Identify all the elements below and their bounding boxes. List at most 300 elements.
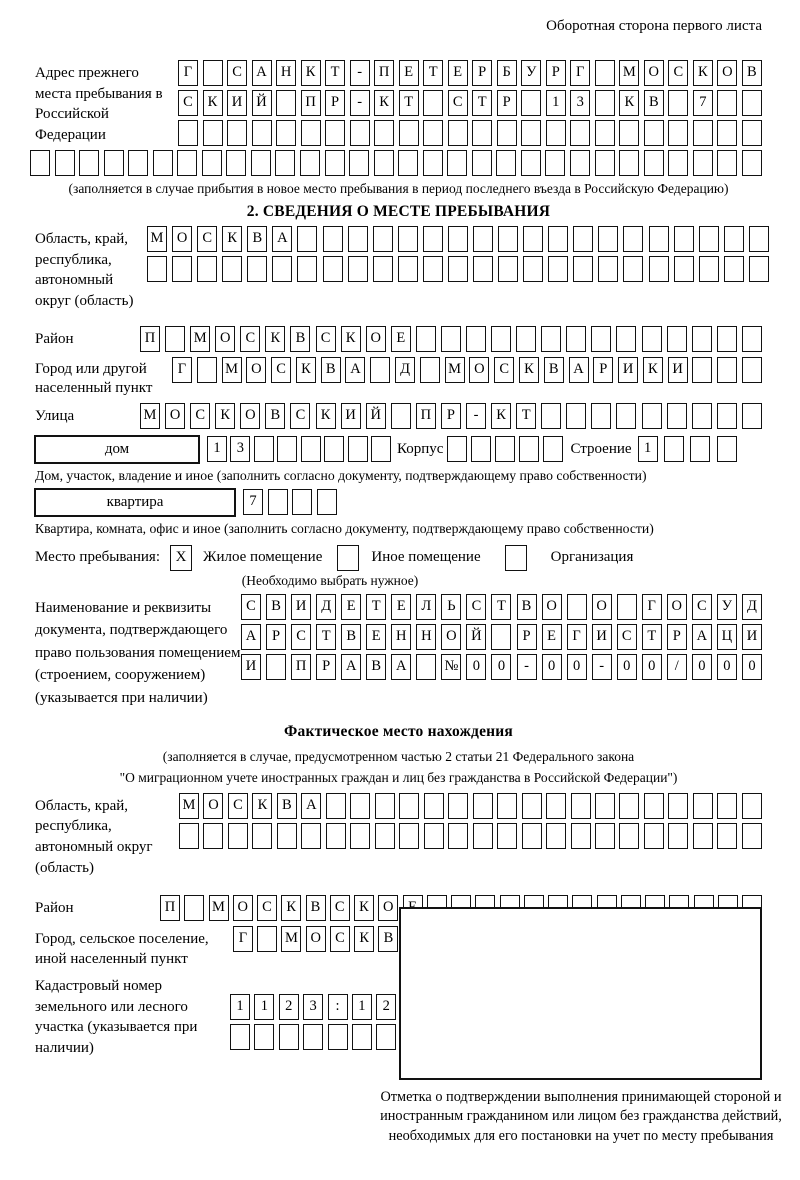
char-cell xyxy=(276,120,296,146)
char-cell: О xyxy=(306,926,326,952)
char-cell xyxy=(692,326,712,352)
char-cell xyxy=(644,793,664,819)
char-cell xyxy=(128,150,148,176)
char-cell: 0 xyxy=(491,654,511,680)
char-cell xyxy=(699,226,719,252)
char-cell: 0 xyxy=(642,654,662,680)
char-cell: О xyxy=(717,60,737,86)
char-cell: С xyxy=(271,357,291,383)
char-cell: Е xyxy=(542,624,562,650)
char-cell xyxy=(391,403,411,429)
raion-label: Район xyxy=(35,330,74,347)
char-cell: В xyxy=(247,226,267,252)
char-cell: - xyxy=(517,654,537,680)
char-cell: Р xyxy=(497,90,517,116)
char-cell xyxy=(254,1024,274,1050)
char-cell: К xyxy=(693,60,713,86)
char-cell xyxy=(623,226,643,252)
char-cell: А xyxy=(345,357,365,383)
char-cell: С xyxy=(197,226,217,252)
char-cell xyxy=(104,150,124,176)
char-cell xyxy=(598,226,618,252)
oblast-cells-2 xyxy=(147,256,769,282)
char-cell: Т xyxy=(491,594,511,620)
char-cell: 0 xyxy=(717,654,737,680)
char-cell xyxy=(448,226,468,252)
char-cell: И xyxy=(618,357,638,383)
char-cell xyxy=(498,226,518,252)
char-cell xyxy=(570,120,590,146)
char-cell xyxy=(416,326,436,352)
actual-location-title: Фактическое место нахождения xyxy=(283,723,513,741)
char-cell: А xyxy=(252,60,272,86)
char-cell xyxy=(595,823,615,849)
char-cell xyxy=(297,256,317,282)
char-cell: Е xyxy=(391,326,411,352)
char-cell xyxy=(619,150,639,176)
char-cell: 1 xyxy=(254,994,274,1020)
char-cell xyxy=(473,226,493,252)
char-cell xyxy=(325,150,345,176)
char-cell xyxy=(573,226,593,252)
char-cell: К xyxy=(281,895,301,921)
char-cell: Т xyxy=(472,90,492,116)
char-cell xyxy=(324,436,344,462)
prev-address-block xyxy=(35,60,762,146)
char-cell: Й xyxy=(252,90,272,116)
char-cell xyxy=(350,793,370,819)
gorod2-label: Город, сельское поселение, иной населенный пункт xyxy=(35,930,209,967)
char-cell xyxy=(276,90,296,116)
ulitsa-cells xyxy=(140,403,762,429)
char-cell xyxy=(521,150,541,176)
char-cell xyxy=(247,256,267,282)
char-cell xyxy=(301,436,321,462)
prev-address-row-3 xyxy=(178,120,762,146)
char-cell: О xyxy=(240,403,260,429)
page-side-note: Оборотная сторона первого листа xyxy=(546,18,762,34)
char-cell xyxy=(184,895,204,921)
char-cell xyxy=(692,403,712,429)
document-cells-1 xyxy=(241,594,762,620)
char-cell xyxy=(591,403,611,429)
char-cell xyxy=(668,823,688,849)
char-cell: 0 xyxy=(692,654,712,680)
char-cell: № xyxy=(441,654,461,680)
char-cell: Т xyxy=(366,594,386,620)
char-cell xyxy=(277,436,297,462)
mesto-option-label-zhiloe: Жилое помещение xyxy=(203,549,323,566)
char-cell xyxy=(644,823,664,849)
char-cell: К xyxy=(491,403,511,429)
char-cell: - xyxy=(350,60,370,86)
char-cell: 3 xyxy=(230,436,250,462)
char-cell: О xyxy=(172,226,192,252)
actual-location-subtitle xyxy=(35,747,762,788)
char-cell: А xyxy=(301,793,321,819)
char-cell: В xyxy=(644,90,664,116)
char-cell: Г xyxy=(570,60,590,86)
char-cell: М xyxy=(179,793,199,819)
char-cell: К xyxy=(619,90,639,116)
char-cell: С xyxy=(290,403,310,429)
char-cell: К xyxy=(203,90,223,116)
char-cell xyxy=(491,624,511,650)
char-cell xyxy=(595,90,615,116)
char-cell: Г xyxy=(233,926,253,952)
char-cell xyxy=(348,436,368,462)
char-cell xyxy=(598,256,618,282)
char-cell xyxy=(203,60,223,86)
char-cell xyxy=(257,926,277,952)
char-cell xyxy=(226,150,246,176)
char-cell xyxy=(374,150,394,176)
char-cell: С xyxy=(190,403,210,429)
char-cell: Е xyxy=(448,60,468,86)
char-cell: В xyxy=(366,654,386,680)
char-cell: Р xyxy=(517,624,537,650)
char-cell: В xyxy=(378,926,398,952)
kvartira-note: Квартира, комната, офис и иное (заполнить согласно документу, подтверждающему право собственности) xyxy=(35,520,654,536)
char-cell xyxy=(448,256,468,282)
char-cell: С xyxy=(291,624,311,650)
char-cell xyxy=(591,326,611,352)
char-cell: С xyxy=(494,357,514,383)
char-cell xyxy=(448,120,468,146)
char-cell: О xyxy=(366,326,386,352)
char-cell: М xyxy=(140,403,160,429)
char-cell xyxy=(252,120,272,146)
char-cell: М xyxy=(619,60,639,86)
char-cell xyxy=(203,120,223,146)
char-cell xyxy=(55,150,75,176)
char-cell: Д xyxy=(395,357,415,383)
prev-address-note: (заполняется в случае прибытия в новое место пребывания в период последнего въезда в Российскую Федерацию) xyxy=(68,181,729,196)
char-cell xyxy=(566,403,586,429)
char-cell: 0 xyxy=(567,654,587,680)
kadastr-label: Кадастровый номер земельного или лесного участка (указывается при наличии) xyxy=(35,978,198,1057)
char-cell: П xyxy=(416,403,436,429)
char-cell: Е xyxy=(366,624,386,650)
char-cell xyxy=(376,1024,396,1050)
char-cell: К xyxy=(265,326,285,352)
prev-address-label: Адрес прежнего места пребывания в Российской Федерации xyxy=(35,65,163,144)
char-cell xyxy=(717,436,737,462)
char-cell: С xyxy=(227,60,247,86)
char-cell xyxy=(498,256,518,282)
char-cell: К xyxy=(296,357,316,383)
char-cell xyxy=(491,326,511,352)
char-cell: О xyxy=(441,624,461,650)
char-cell xyxy=(374,120,394,146)
char-cell xyxy=(252,823,272,849)
actual-location-subtitle-line-1: (заполняется в случае, предусмотренном частью 2 статьи 21 Федерального закона xyxy=(162,749,635,765)
char-cell: Т xyxy=(516,403,536,429)
char-cell xyxy=(522,793,542,819)
char-cell xyxy=(370,357,390,383)
char-cell xyxy=(323,256,343,282)
document-cells-2 xyxy=(241,624,762,650)
char-cell: О xyxy=(592,594,612,620)
oblast2-label: Область, край, республика, автономный округ (область) xyxy=(35,797,153,876)
char-cell xyxy=(521,120,541,146)
char-cell xyxy=(279,1024,299,1050)
char-cell: Т xyxy=(423,60,443,86)
char-cell: И xyxy=(668,357,688,383)
char-cell: У xyxy=(717,594,737,620)
mesto-option-checkbox-zhiloe: X xyxy=(170,545,192,571)
char-cell xyxy=(203,823,223,849)
char-cell: Г xyxy=(178,60,198,86)
char-cell xyxy=(699,256,719,282)
char-cell xyxy=(473,823,493,849)
char-cell: О xyxy=(667,594,687,620)
char-cell: П xyxy=(301,90,321,116)
char-cell: М xyxy=(209,895,229,921)
char-cell: О xyxy=(542,594,562,620)
char-cell xyxy=(497,793,517,819)
char-cell xyxy=(251,150,271,176)
char-cell xyxy=(303,1024,323,1050)
char-cell xyxy=(664,436,684,462)
char-cell: К xyxy=(354,926,374,952)
document-label: Наименование и реквизиты документа, подтверждающего право пользования помещением (строением, сооружением) (указывается при наличии) xyxy=(35,599,241,706)
char-cell: 2 xyxy=(376,994,396,1020)
char-cell xyxy=(742,326,762,352)
char-cell: А xyxy=(241,624,261,650)
char-cell xyxy=(350,120,370,146)
document-cells-3 xyxy=(241,654,762,680)
char-cell: И xyxy=(227,90,247,116)
char-cell: И xyxy=(742,624,762,650)
char-cell xyxy=(202,150,222,176)
char-cell: С xyxy=(692,594,712,620)
char-cell xyxy=(717,120,737,146)
char-cell: К xyxy=(301,60,321,86)
char-cell xyxy=(595,120,615,146)
char-cell: К xyxy=(316,403,336,429)
mesto-option-label-org: Организация xyxy=(550,549,634,566)
char-cell: Р xyxy=(546,60,566,86)
char-cell: В xyxy=(306,895,326,921)
confirmation-note: Отметка о подтверждении выполнения принимающей стороной и иностранным гражданином или лицом без гражданства действий, необходимых для его постановки на учет по месту пребывания xyxy=(380,1089,782,1144)
char-cell xyxy=(328,1024,348,1050)
char-cell: Н xyxy=(276,60,296,86)
char-cell xyxy=(548,256,568,282)
char-cell xyxy=(197,256,217,282)
char-cell xyxy=(717,823,737,849)
char-cell xyxy=(497,823,517,849)
char-cell xyxy=(375,793,395,819)
char-cell xyxy=(275,150,295,176)
char-cell xyxy=(254,436,274,462)
char-cell xyxy=(496,150,516,176)
char-cell: Ь xyxy=(441,594,461,620)
char-cell: А xyxy=(569,357,589,383)
char-cell: Д xyxy=(742,594,762,620)
char-cell xyxy=(373,226,393,252)
gorod-cells xyxy=(172,357,762,383)
char-cell xyxy=(227,120,247,146)
char-cell xyxy=(623,256,643,282)
char-cell: 0 xyxy=(466,654,486,680)
char-cell: 1 xyxy=(207,436,227,462)
char-cell xyxy=(724,226,744,252)
char-cell xyxy=(473,793,493,819)
char-cell xyxy=(523,226,543,252)
char-cell: Н xyxy=(416,624,436,650)
char-cell: Г xyxy=(567,624,587,650)
char-cell: 1 xyxy=(230,994,250,1020)
char-cell xyxy=(742,823,762,849)
char-cell xyxy=(570,150,590,176)
kvartira-box-label: квартира xyxy=(34,488,236,517)
char-cell xyxy=(178,120,198,146)
char-cell xyxy=(742,150,762,176)
char-cell xyxy=(617,594,637,620)
char-cell xyxy=(471,436,491,462)
char-cell: М xyxy=(445,357,465,383)
char-cell: С xyxy=(228,793,248,819)
char-cell: А xyxy=(341,654,361,680)
char-cell xyxy=(317,489,337,515)
char-cell xyxy=(301,120,321,146)
char-cell xyxy=(595,150,615,176)
char-cell: 7 xyxy=(693,90,713,116)
char-cell: С xyxy=(178,90,198,116)
mesto-note: (Необходимо выбрать нужное) xyxy=(241,572,419,588)
char-cell xyxy=(30,150,50,176)
char-cell xyxy=(423,90,443,116)
char-cell xyxy=(724,256,744,282)
char-cell: И xyxy=(291,594,311,620)
char-cell: В xyxy=(544,357,564,383)
char-cell: В xyxy=(277,793,297,819)
char-cell: М xyxy=(147,226,167,252)
char-cell: 0 xyxy=(742,654,762,680)
char-cell xyxy=(668,90,688,116)
char-cell xyxy=(297,226,317,252)
ulitsa-label: Улица xyxy=(35,407,75,424)
char-cell xyxy=(717,150,737,176)
char-cell xyxy=(543,436,563,462)
char-cell: Р xyxy=(266,624,286,650)
char-cell: М xyxy=(281,926,301,952)
char-cell: 3 xyxy=(570,90,590,116)
char-cell: Р xyxy=(593,357,613,383)
document-block xyxy=(35,594,762,710)
char-cell xyxy=(466,326,486,352)
char-cell: А xyxy=(692,624,712,650)
char-cell xyxy=(447,150,467,176)
char-cell xyxy=(373,256,393,282)
char-cell xyxy=(693,823,713,849)
char-cell xyxy=(495,436,515,462)
char-cell: К xyxy=(341,326,361,352)
char-cell: С xyxy=(617,624,637,650)
char-cell xyxy=(519,436,539,462)
char-cell xyxy=(717,326,737,352)
dom-row xyxy=(34,435,762,464)
char-cell xyxy=(272,256,292,282)
char-cell xyxy=(619,823,639,849)
prev-address-row-2 xyxy=(178,90,762,116)
char-cell xyxy=(79,150,99,176)
prev-address-row-1 xyxy=(178,60,762,86)
char-cell: К xyxy=(215,403,235,429)
char-cell xyxy=(147,256,167,282)
char-cell: 0 xyxy=(542,654,562,680)
char-cell xyxy=(348,226,368,252)
char-cell: П xyxy=(374,60,394,86)
char-cell: К xyxy=(643,357,663,383)
char-cell xyxy=(566,326,586,352)
char-cell: : xyxy=(328,994,348,1020)
char-cell xyxy=(541,326,561,352)
char-cell: С xyxy=(466,594,486,620)
char-cell: Т xyxy=(325,60,345,86)
char-cell: С xyxy=(330,926,350,952)
char-cell xyxy=(668,150,688,176)
char-cell: Р xyxy=(472,60,492,86)
mesto-option-checkbox-inoe xyxy=(337,545,359,571)
confirmation-mark-box xyxy=(399,907,762,1080)
char-cell xyxy=(268,489,288,515)
char-cell: 3 xyxy=(303,994,323,1020)
char-cell: Й xyxy=(366,403,386,429)
char-cell xyxy=(717,357,737,383)
char-cell: Г xyxy=(642,594,662,620)
char-cell xyxy=(567,594,587,620)
confirmation-block xyxy=(380,907,782,1146)
char-cell: В xyxy=(517,594,537,620)
char-cell: А xyxy=(391,654,411,680)
char-cell xyxy=(717,793,737,819)
oblast2-row xyxy=(35,793,762,879)
char-cell: О xyxy=(246,357,266,383)
char-cell xyxy=(350,823,370,849)
char-cell: О xyxy=(233,895,253,921)
char-cell xyxy=(325,120,345,146)
char-cell xyxy=(424,823,444,849)
char-cell: Д xyxy=(316,594,336,620)
char-cell xyxy=(516,326,536,352)
char-cell xyxy=(399,823,419,849)
char-cell: Г xyxy=(172,357,192,383)
char-cell xyxy=(693,793,713,819)
char-cell: П xyxy=(160,895,180,921)
oblast2-cells-2 xyxy=(179,823,762,849)
char-cell xyxy=(595,793,615,819)
gorod-row xyxy=(35,357,762,399)
char-cell: Н xyxy=(391,624,411,650)
char-cell xyxy=(153,150,173,176)
raion-cells xyxy=(140,326,762,352)
char-cell: Т xyxy=(316,624,336,650)
char-cell: К xyxy=(252,793,272,819)
char-cell xyxy=(742,793,762,819)
char-cell xyxy=(326,823,346,849)
char-cell xyxy=(667,403,687,429)
char-cell: Т xyxy=(642,624,662,650)
char-cell: К xyxy=(519,357,539,383)
prev-address-cells xyxy=(178,60,762,146)
char-cell xyxy=(541,403,561,429)
mesto-label: Место пребывания: xyxy=(35,549,160,566)
raion2-label: Район xyxy=(35,899,74,916)
char-cell xyxy=(473,256,493,282)
char-cell xyxy=(197,357,217,383)
